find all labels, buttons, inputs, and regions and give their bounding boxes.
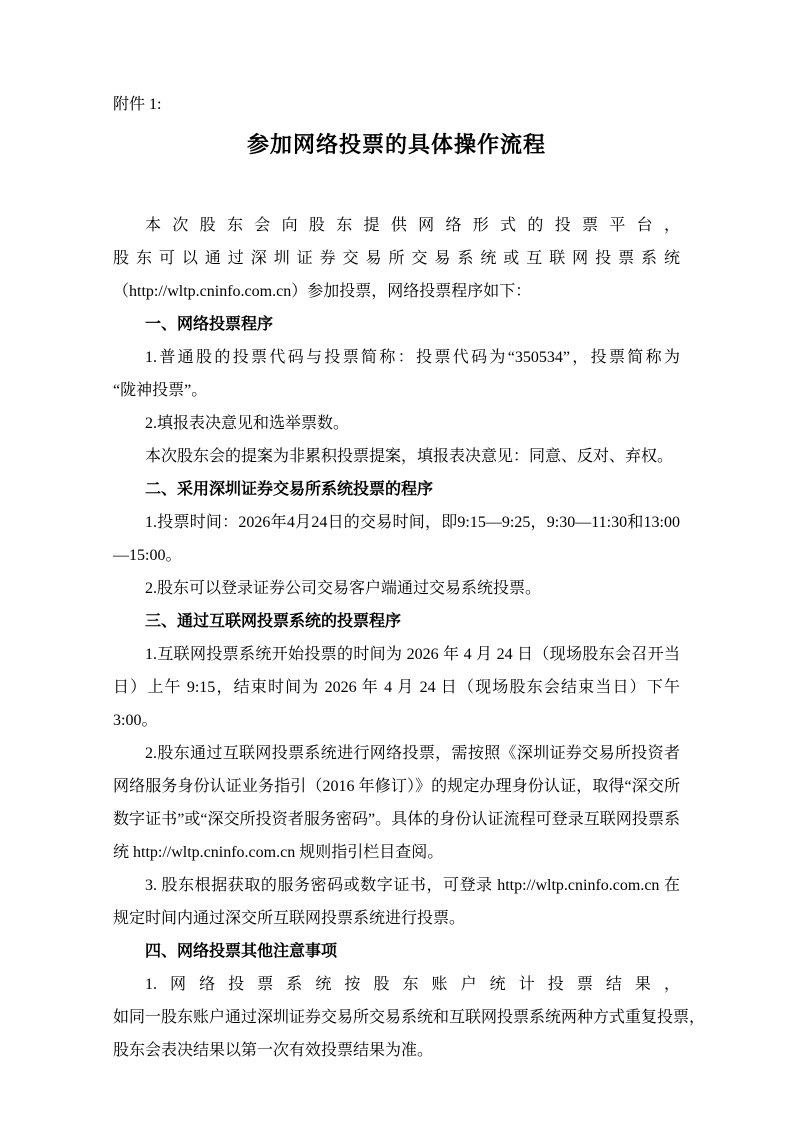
document-title: 参加网络投票的具体操作流程: [246, 132, 546, 157]
paragraph: 1.网络投票系统按股东账户统计投票结果，如同一股东账户通过深圳证券交易所交易系统和互联网投票系统两种方式重复投票，股东会表决结果以第一次有效投票结果为准。: [113, 976, 706, 1059]
section-heading-2: 二、采用深圳证券交易所系统投票的程序: [145, 481, 434, 498]
attachment-label: 附件 1:: [113, 96, 162, 113]
paragraph: 1.投票时间：2026年4月24日的交易时间，即9:15—9:25，9:30—11:30和13:00—15:00。: [113, 514, 680, 564]
paragraph: 1.普通股的投票代码与投票简称：投票代码为“350534”，投票简称为“陇神投票”。: [113, 349, 680, 399]
paragraph: 本次股东会的提案为非累积投票提案，填报表决意见：同意、反对、弃权。: [145, 448, 674, 465]
paragraph: 1.互联网投票系统开始投票的时间为 2026 年 4 月 24 日（现场股东会召开当日）上午 9:15，结束时间为 2026 年 4 月 24 日（现场股东会结束当日）下午 3:00。: [113, 646, 680, 729]
section-heading-3: 三、通过互联网投票系统的投票程序: [145, 613, 402, 630]
paragraph: 2.填报表决意见和选举票数。: [145, 415, 350, 432]
paragraph: 2.股东可以登录证券公司交易客户端通过交易系统投票。: [145, 580, 542, 597]
paragraph: 3. 股东根据获取的服务密码或数字证书，可登录 http://wltp.cninfo.com.cn 在规定时间内通过深交所互联网投票系统进行投票。: [113, 877, 680, 927]
section-heading-1: 一、网络投票程序: [145, 316, 274, 333]
paragraph: 2.股东通过互联网投票系统进行网络投票，需按照《深圳证券交易所投资者网络服务身份认证业务指引（2016 年修订）》的规定办理身份认证，取得“深交所数字证书”或“深交所投资者服务密码”。具体的身份认证流程可登录互联网投票系统 http://wltp.cninfo.com.cn 规则指引栏目查阅。: [113, 745, 680, 861]
intro-paragraph: 本次股东会向股东提供网络形式的投票平台，股东可以通过深圳证券交易所交易系统或互联网投票系统（http://wltp.cninfo.com.cn）参加投票，网络投票程序如下：: [113, 217, 680, 300]
section-heading-4: 四、网络投票其他注意事项: [145, 943, 338, 960]
